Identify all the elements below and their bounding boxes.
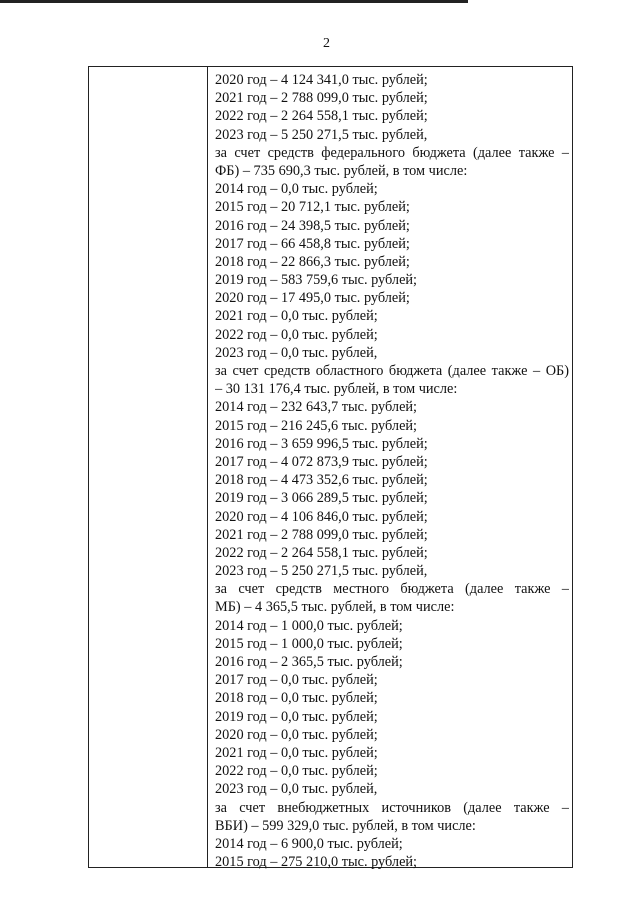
text-line: 2021 год – 0,0 тыс. рублей;: [215, 744, 378, 761]
text-line: 2023 год – 5 250 271,5 тыс. рублей,: [215, 563, 428, 580]
text-line: 2023 год – 5 250 271,5 тыс. рублей,: [215, 126, 428, 143]
text-line: 2017 год – 0,0 тыс. рублей;: [215, 672, 378, 689]
text-line: за счет внебюджетных источников (далее также –: [215, 799, 569, 816]
funding-lines: [215, 71, 569, 871]
text-line: 2022 год – 2 264 558,1 тыс. рублей;: [215, 544, 428, 561]
text-line: 2023 год – 0,0 тыс. рублей,: [215, 344, 378, 361]
table-right-column: [208, 67, 572, 871]
text-line: 2017 год – 66 458,8 тыс. рублей;: [215, 235, 410, 252]
text-line: 2018 год – 0,0 тыс. рублей;: [215, 690, 378, 707]
text-line: 2023 год – 0,0 тыс. рублей,: [215, 781, 378, 798]
text-line: ВБИ) – 599 329,0 тыс. рублей, в том числе:: [215, 817, 476, 834]
text-line: 2019 год – 583 759,6 тыс. рублей;: [215, 272, 418, 289]
funding-table: [88, 66, 573, 871]
text-line: 2020 год – 4 106 846,0 тыс. рублей;: [215, 508, 428, 525]
text-line: 2020 год – 17 495,0 тыс. рублей;: [215, 290, 410, 307]
text-line: 2016 год – 2 365,5 тыс. рублей;: [215, 654, 403, 670]
top-rule: [0, 0, 468, 3]
text-line: 2022 год – 0,0 тыс. рублей;: [215, 326, 378, 343]
table-left-column: [89, 67, 208, 867]
text-line: 2018 год – 22 866,3 тыс. рублей;: [215, 253, 410, 270]
text-line: 2020 год – 0,0 тыс. рублей;: [215, 726, 378, 743]
text-line: 2016 год – 3 659 996,5 тыс. рублей;: [215, 435, 428, 452]
text-line: за счет средств федерального бюджета (далее также –: [215, 144, 569, 161]
text-line: 2021 год – 0,0 тыс. рублей;: [215, 308, 378, 325]
text-line: 2021 год – 2 788 099,0 тыс. рублей;: [215, 526, 428, 543]
text-line: 2015 год – 216 245,6 тыс. рублей;: [215, 417, 418, 434]
text-line: 2014 год – 1 000,0 тыс. рублей;: [215, 617, 403, 634]
text-line: 2016 год – 24 398,5 тыс. рублей;: [215, 217, 410, 234]
text-line: – 30 131 176,4 тыс. рублей, в том числе:: [215, 381, 458, 398]
text-line: 2020 год – 4 124 341,0 тыс. рублей;: [215, 72, 428, 88]
text-line: 2021 год – 2 788 099,0 тыс. рублей;: [215, 90, 428, 107]
text-line: 2015 год – 275 210,0 тыс. рублей;: [215, 854, 418, 871]
text-line: МБ) – 4 365,5 тыс. рублей, в том числе:: [215, 599, 455, 616]
text-line: 2014 год – 232 643,7 тыс. рублей;: [215, 399, 418, 416]
text-line: 2022 год – 2 264 558,1 тыс. рублей;: [215, 108, 428, 125]
text-line: за счет средств местного бюджета (далее также –: [215, 581, 569, 598]
text-line: 2014 год – 0,0 тыс. рублей;: [215, 181, 378, 198]
text-line: ФБ) – 735 690,3 тыс. рублей, в том числе:: [215, 162, 468, 179]
text-line: 2015 год – 20 712,1 тыс. рублей;: [215, 199, 410, 216]
text-line: 2019 год – 0,0 тыс. рублей;: [215, 708, 378, 725]
text-line: за счет средств областного бюджета (далее также – ОБ): [215, 363, 569, 379]
text-line: 2022 год – 0,0 тыс. рублей;: [215, 763, 378, 780]
page-number: 2: [323, 36, 330, 51]
text-line: 2018 год – 4 473 352,6 тыс. рублей;: [215, 472, 428, 489]
text-line: 2019 год – 3 066 289,5 тыс. рублей;: [215, 490, 428, 507]
text-line: 2014 год – 6 900,0 тыс. рублей;: [215, 835, 403, 852]
text-line: 2017 год – 4 072 873,9 тыс. рублей;: [215, 453, 428, 470]
text-line: 2015 год – 1 000,0 тыс. рублей;: [215, 635, 403, 652]
